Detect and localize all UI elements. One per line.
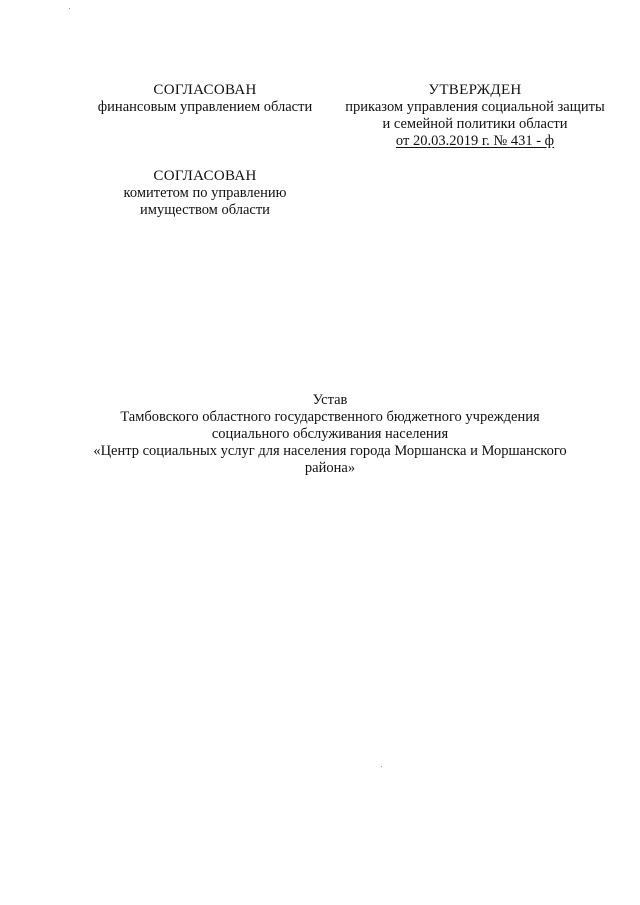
charter-institution-line3: «Центр социальных услуг для населения города Моршанска и Моршанского <box>93 443 567 459</box>
approved-authority-line1: приказом управления социальной защиты <box>345 99 605 115</box>
charter-title-block <box>60 392 600 477</box>
property-approval-authority-line1: комитетом по управлению <box>123 185 287 201</box>
charter-institution-line2: социального обслуживания населения <box>211 426 449 442</box>
finance-approval-heading: СОГЛАСОВАН <box>153 82 257 98</box>
finance-approval-authority: финансовым управлением области <box>97 99 313 115</box>
scan-speck <box>381 766 382 767</box>
charter-institution-line4: района» <box>304 460 356 476</box>
approved-order-reference: от 20.03.2019 г. № 431 - ф <box>395 133 555 149</box>
approved-authority-line2: и семейной политики области <box>382 116 568 132</box>
property-approval-block <box>100 168 310 219</box>
approved-block <box>330 82 620 150</box>
scan-speck <box>69 8 70 9</box>
approved-heading: УТВЕРЖДЕН <box>428 82 522 98</box>
property-approval-heading: СОГЛАСОВАН <box>153 168 257 184</box>
property-approval-authority-line2: имуществом области <box>140 202 270 218</box>
charter-title: Устав <box>312 392 348 408</box>
finance-approval-block <box>80 82 330 116</box>
charter-institution-line1: Тамбовского областного государственного бюджетного учреждения <box>120 409 540 425</box>
